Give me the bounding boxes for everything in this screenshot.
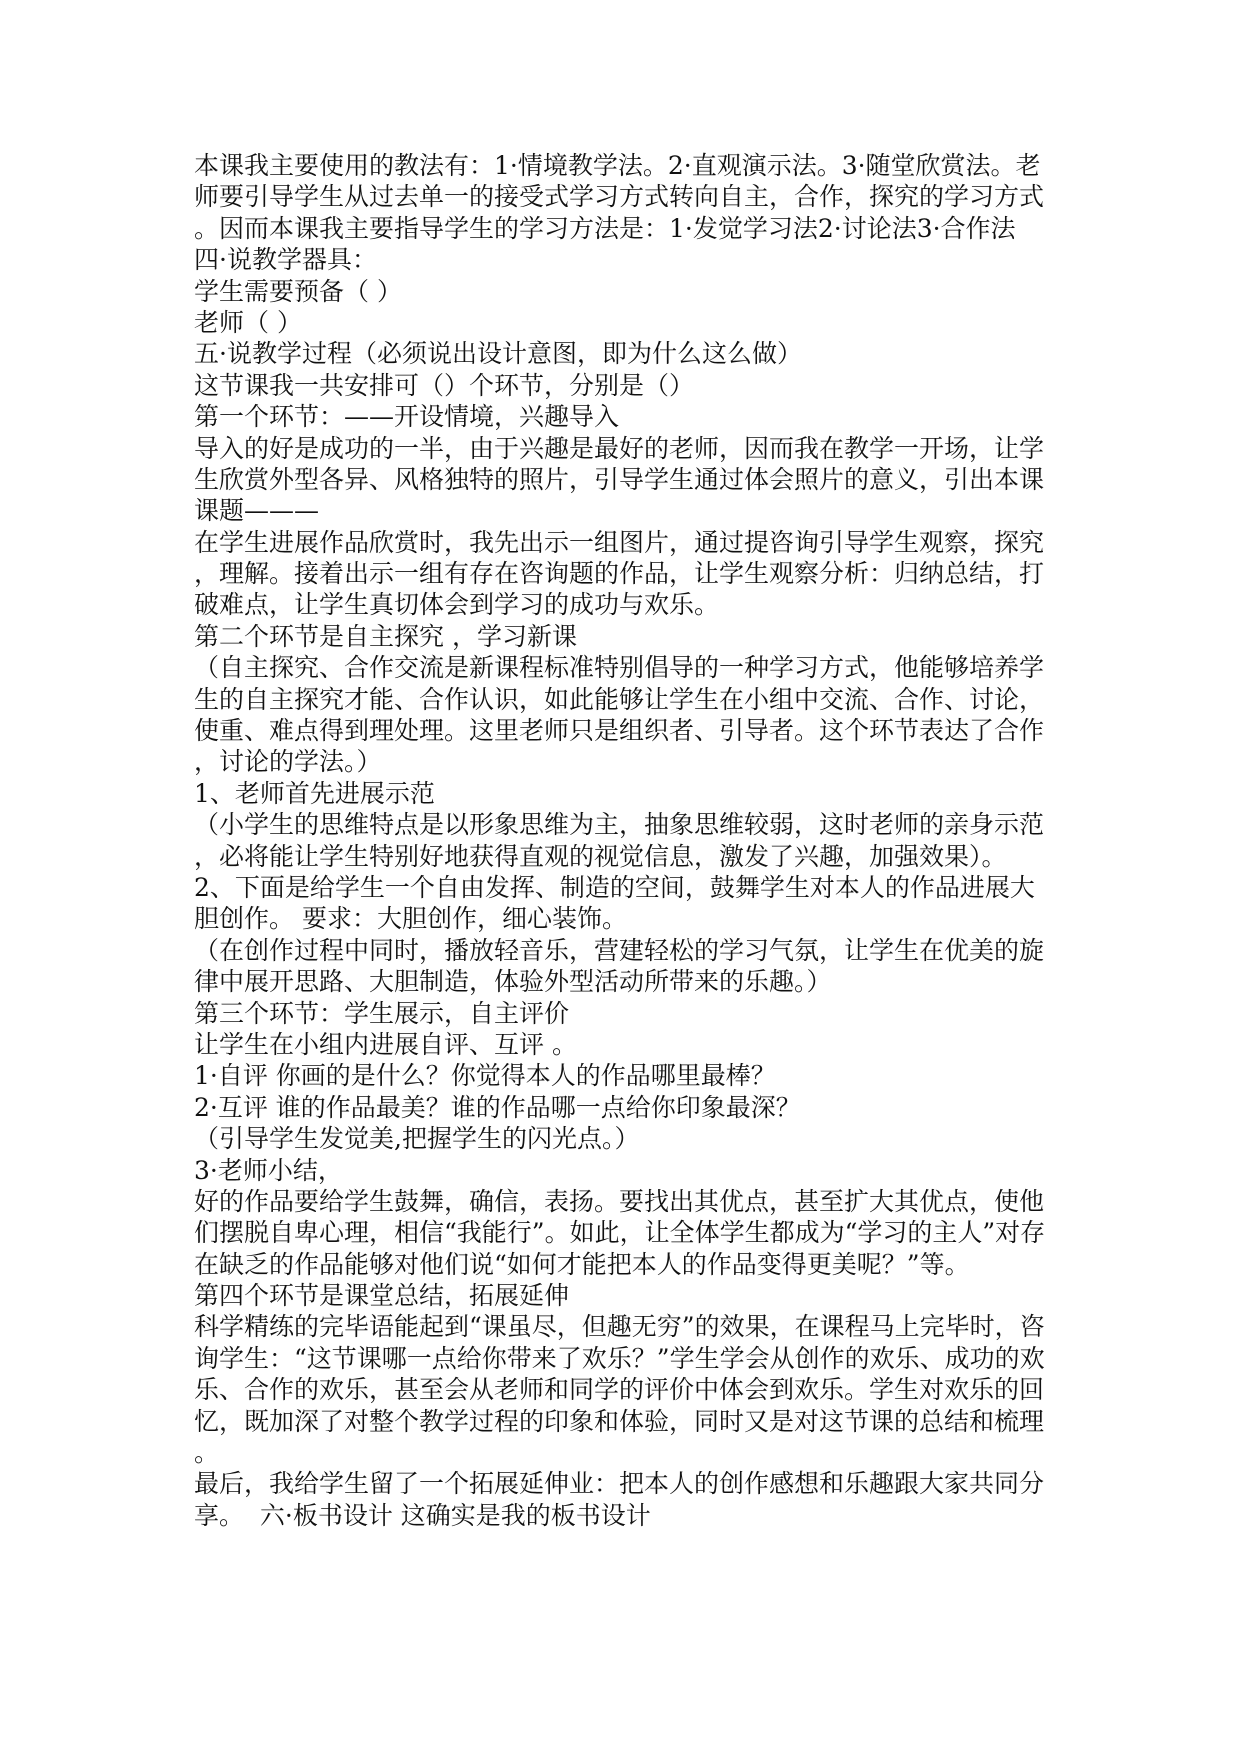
list-item: 2、下面是给学生一个自由发挥、制造的空间，鼓舞学生对本人的作品进展大 [194,872,1035,902]
text-line: 乐、合作的欢乐，甚至会从老师和同学的评价中体会到欢乐。学生对欢乐的回 [194,1375,1045,1405]
text-line: 使重、难点得到理处理。这里老师只是组织者、引导者。这个环节表达了合作 [194,716,1045,746]
text-line: 享。 六·板书设计 这确实是我的板书设计 [194,1500,651,1530]
text-line: 忆，既加深了对整个教学过程的印象和体验，同时又是对这节课的总结和梳理 [194,1406,1045,1436]
text-line: 师要引导学生从过去单一的接受式学习方式转向自主，合作，探究的学习方式 [194,182,1045,212]
text-line: 好的作品要给学生鼓舞，确信，表扬。要找出其优点，甚至扩大其优点，使他 [194,1186,1045,1216]
text-line: 生欣赏外型各异、风格独特的照片，引导学生通过体会照片的意义，引出本课 [194,464,1045,494]
text-line: （引导学生发觉美,把握学生的闪光点。） [194,1124,640,1154]
text-line: 律中展开思路、大胆制造，体验外型活动所带来的乐趣。） [194,967,832,997]
list-item: 1、老师首先进展示范 [194,778,435,808]
text-line: 在学生进展作品欣赏时，我先出示一组图片，通过提咨询引导学生观察，探究 [194,527,1045,557]
list-item: 1·自评 你画的是什么？你觉得本人的作品哪里最棒？ [194,1061,776,1091]
step-heading: 第四个环节是课堂总结，拓展延伸 [194,1281,570,1311]
list-item: 2·互评 谁的作品最美？谁的作品哪一点给你印象最深？ [194,1092,801,1122]
text-line: 让学生在小组内进展自评、互评 。 [194,1029,577,1059]
text-line: 。因而本课我主要指导学生的学习方法是：1·发觉学习法2·讨论法3·合作法 [194,213,1016,243]
document-body [194,150,1064,1531]
text-line: 这节课我一共安排可（）个环节，分别是（） [194,370,695,400]
step-heading: 第二个环节是自主探究 ，学习新课 [194,621,577,651]
text-line: 。 [194,1438,220,1468]
step-heading: 第一个环节：——开设情境，兴趣导入 [194,402,620,432]
text-line: 本课我主要使用的教法有：1·情境教学法。2·直观演示法。3·随堂欣赏法。老 [194,151,1041,180]
text-line: 询学生：“这节课哪一点给你带来了欢乐？”学生学会从创作的欢乐、成功的欢 [194,1343,1045,1373]
section-heading: 四·说教学器具： [194,245,377,275]
text-line: （自主探究、合作交流是新课程标准特别倡导的一种学习方式，他能够培养学 [194,653,1045,683]
text-line: 老师（ ） [194,307,302,337]
text-line: 科学精练的完毕语能起到“课虽尽，但趣无穷”的效果，在课程马上完毕时，咨 [194,1312,1045,1342]
section-heading: 五·说教学过程（必须说出设计意图，即为什么这么做） [194,339,802,369]
text-line: ，理解。接着出示一组有存在咨询题的作品，让学生观察分析：归纳总结，打 [194,559,1045,589]
text-line: （在创作过程中同时，播放轻音乐，营建轻松的学习气氛，让学生在优美的旋 [194,935,1045,965]
text-line: ，必将能让学生特别好地获得直观的视觉信息，激发了兴趣，加强效果）。 [194,841,1007,871]
text-line: 在缺乏的作品能够对他们说“如何才能把本人的作品变得更美呢？”等。 [194,1249,970,1279]
text-line: ，讨论的学法。） [194,747,382,777]
step-heading: 第三个环节：学生展示，自主评价 [194,998,570,1028]
text-line: 最后，我给学生留了一个拓展延伸业：把本人的创作感想和乐趣跟大家共同分 [194,1469,1045,1499]
text-line: 生的自主探究才能、合作认识，如此能够让学生在小组中交流、合作、讨论， [194,684,1045,714]
list-item: 3·老师小结， [194,1155,343,1185]
text-line: 破难点，让学生真切体会到学习的成功与欢乐。 [194,590,720,620]
text-line: 学生需要预备（ ） [194,276,402,306]
text-line: 们摆脱自卑心理，相信“我能行”。如此，让全体学生都成为“学习的主人”对存 [194,1218,1046,1248]
text-line: 胆创作。 要求：大胆创作，细心装饰。 [194,904,627,934]
text-line: 课题——— [194,496,320,526]
text-line: 导入的好是成功的一半，由于兴趣是最好的老师，因而我在教学一开场，让学 [194,433,1045,463]
text-line: （小学生的思维特点是以形象思维为主，抽象思维较弱，这时老师的亲身示范 [194,810,1045,840]
